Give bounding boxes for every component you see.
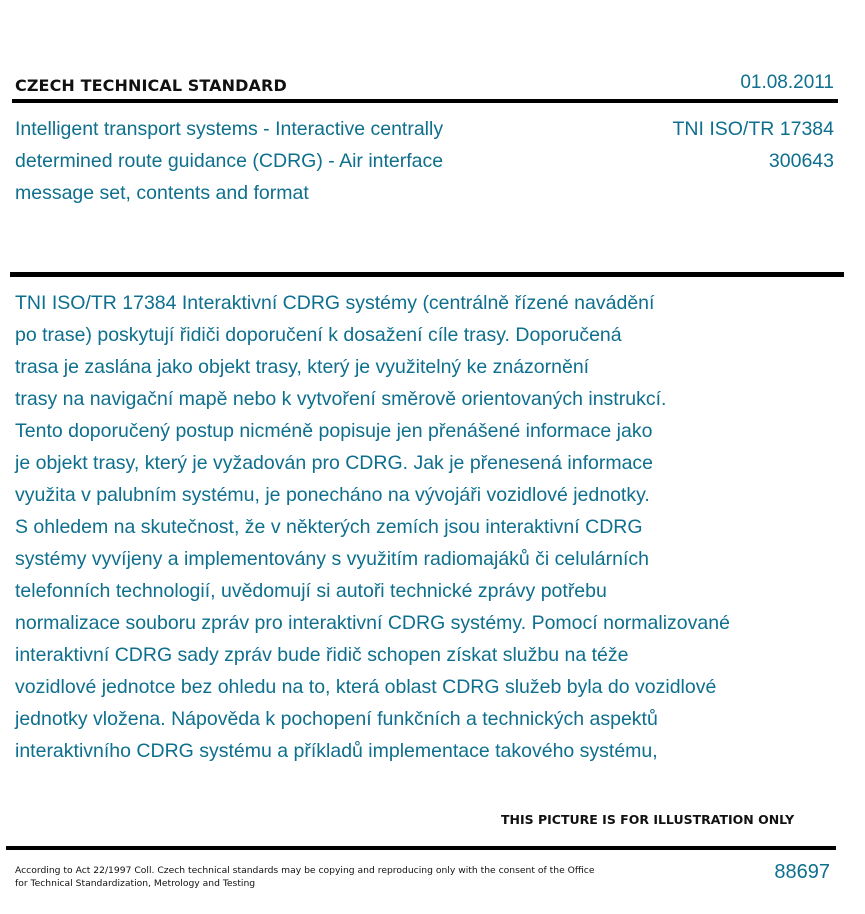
section-divider bbox=[10, 272, 844, 277]
abstract-text bbox=[15, 287, 815, 767]
abstract-line: TNI ISO/TR 17384 Interaktivní CDRG systémy (centrálně řízené navádění bbox=[15, 292, 655, 314]
abstract-line: je objekt trasy, který je vyžadován pro CDRG. Jak je přenesená informace bbox=[15, 452, 654, 474]
standard-label: CZECH TECHNICAL STANDARD bbox=[15, 76, 287, 95]
standard-code: TNI ISO/TR 17384 bbox=[672, 118, 834, 140]
document-title bbox=[15, 113, 535, 209]
copyright-line: for Technical Standardization, Metrology and Testing bbox=[15, 878, 256, 889]
illustration-note: THIS PICTURE IS FOR ILLUSTRATION ONLY bbox=[501, 812, 795, 827]
document-id: 88697 bbox=[774, 861, 830, 883]
copyright-note bbox=[15, 864, 615, 890]
publication-date: 01.08.2011 bbox=[740, 72, 834, 93]
abstract-line: Tento doporučený postup nicméně popisuje jen přenášené informace jako bbox=[15, 420, 653, 442]
title-line: determined route guidance (CDRG) - Air interface bbox=[15, 150, 444, 172]
abstract-line: trasa je zaslána jako objekt trasy, který je využitelný ke znázornění bbox=[15, 356, 590, 378]
document-codes bbox=[673, 113, 834, 177]
abstract-line: interaktivní CDRG sady zpráv bude řidič schopen získat službu na téže bbox=[15, 644, 629, 666]
abstract-line: vozidlové jednotce bez ohledu na to, která oblast CDRG služeb byla do vozidlové bbox=[15, 676, 717, 698]
title-line: message set, contents and format bbox=[15, 182, 309, 204]
abstract-line: S ohledem na skutečnost, že v některých zemích jsou interaktivní CDRG bbox=[15, 516, 643, 538]
copyright-line: According to Act 22/1997 Coll. Czech technical standards may be copying and reproducing only with the consent of the Office bbox=[15, 865, 595, 876]
abstract-line: jednotky vložena. Nápověda k pochopení funkčních a technických aspektů bbox=[15, 708, 658, 730]
abstract-line: telefonních technologií, uvědomují si autoři technické zprávy potřebu bbox=[15, 580, 607, 602]
title-line: Intelligent transport systems - Interactive centrally bbox=[15, 118, 444, 140]
top-divider bbox=[12, 99, 838, 103]
abstract-line: po trase) poskytují řidiči doporučení k dosažení cíle trasy. Doporučená bbox=[15, 324, 622, 346]
abstract-line: využita v palubním systému, je ponecháno na vývojáři vozidlové jednotky. bbox=[15, 484, 650, 506]
abstract-line: systémy vyvíjeny a implementovány s využitím radiomajáků či celulárních bbox=[15, 548, 649, 570]
footer-divider bbox=[6, 846, 836, 850]
catalog-number: 300643 bbox=[768, 150, 834, 172]
abstract-line: normalizace souboru zpráv pro interaktivní CDRG systémy. Pomocí normalizované bbox=[15, 612, 730, 634]
abstract-line: trasy na navigační mapě nebo k vytvoření směrově orientovaných instrukcí. bbox=[15, 388, 667, 410]
abstract-line: interaktivního CDRG systému a příkladů implementace takového systému, bbox=[15, 740, 658, 762]
